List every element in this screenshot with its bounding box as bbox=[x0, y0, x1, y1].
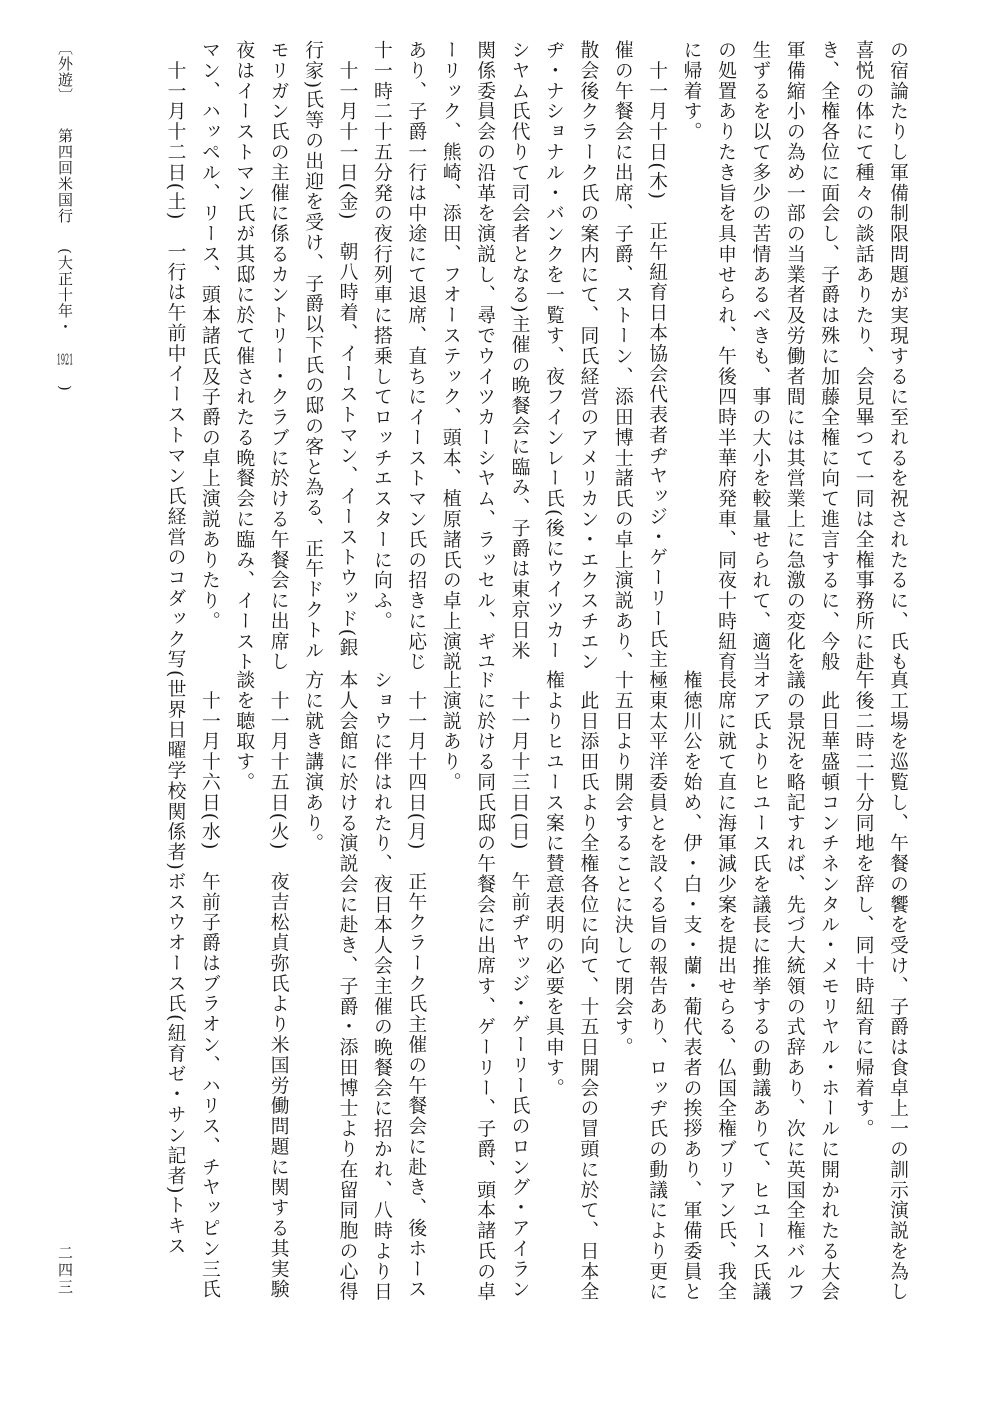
text-line: き、全権各位に面会し、子爵は殊に加藤全権に向て進言するに、今般 bbox=[818, 40, 840, 673]
page-number: 二四三 bbox=[56, 1245, 74, 1296]
text-line: 行家)氏等の出迎を受け、子爵以下氏の邸の客と為る、正午ドクトル bbox=[302, 40, 324, 661]
text-line: 長席に就て直に海軍減少案を提出せらる、仏国全権ブリアン氏、我全 bbox=[714, 670, 736, 1303]
text-line: あり、子爵一行は中途にて退席、直ちにイーストマン氏の招きに応じ bbox=[405, 40, 427, 673]
text-line: モリガン氏の主催に係るカントリー・クラブに於ける午餐会に出席し bbox=[267, 40, 289, 673]
text-line: 上演説あり。 bbox=[439, 670, 461, 793]
text-line: 十一月十三日(日) 午前ヂヤッジ・ゲーリー氏のロング・アイラン bbox=[508, 670, 530, 1300]
running-footer bbox=[55, 40, 76, 640]
text-line: 十一月十六日(水) 午前子爵はブラオン、ハリス、チヤッピン三氏 bbox=[198, 670, 220, 1300]
text-line: 此日添田氏より全権各位に向て、十五日開会の冒頭に於て、日本全 bbox=[577, 670, 599, 1303]
text-line: 此日華盛頓コンチネンタル・メモリヤル・ホールに開かれたる大会 bbox=[818, 670, 840, 1303]
text-line: 議の景況を略記すれば、先づ大統領の式辞あり、次に英国全権バルフ bbox=[783, 670, 805, 1303]
text-line: 権徳川公を始め、伊・白・支・蘭・葡代表者の挨拶あり、軍備委員と bbox=[680, 670, 702, 1303]
text-line: 十一月十一日(金) 朝八時着、イーストマン、イーストウッド(銀 bbox=[336, 40, 358, 659]
text-line: 十五日より開会することに決して閉会す。 bbox=[611, 670, 633, 1058]
text-line: ドに於ける同氏邸の午餐会に出席す、ゲーリー、子爵、頭本諸氏の卓 bbox=[474, 670, 496, 1303]
text-line: 夜はイーストマン氏が其邸に於て催されたる晩餐会に臨み、イースト bbox=[233, 40, 255, 673]
footer-chapter: 第四回米国行 bbox=[56, 127, 74, 224]
text-line: 本人会館に於ける演説会に赴き、子爵・添田博士より在留同胞の心得 bbox=[336, 670, 358, 1303]
text-line: 関係委員会の沿革を演説し、尋でウイツカーシヤム、ラッセル、ギユ bbox=[474, 40, 496, 673]
text-line: の処置ありたき旨を具申せられ、午後四時半華府発車、同夜十時紐育 bbox=[714, 40, 736, 673]
text-line: 極東太平洋委員とを設くる旨の報告あり、ロッヂ氏の動議により更に bbox=[646, 670, 668, 1303]
footer-year: (大正十年・1921) bbox=[56, 247, 74, 393]
text-line: に帰着す。 bbox=[680, 40, 702, 142]
text-line: 軍備縮小の為め一部の当業者及労働者間には其営業上に急激の変化を bbox=[783, 40, 805, 673]
text-line: 十一月十四日(月) 正午クラーク氏主催の午餐会に赴き、後ホース bbox=[405, 670, 427, 1300]
text-line: 催の午餐会に出席、子爵、ストーン、添田博士諸氏の卓上演説あり、 bbox=[611, 40, 633, 673]
text-line: 十一月十二日(土) 一行は午前中イーストマン氏経営のコダック写 bbox=[164, 40, 186, 670]
text-line: ーリック、熊崎、添田、フオーステック、頭本、植原諸氏の卓上演説 bbox=[439, 40, 461, 673]
text-line: オア氏よりヒユース氏を議長に推挙するの動議ありて、ヒユース氏議 bbox=[749, 670, 771, 1303]
text-line: 十一月十日(木) 正午紐育日本協会代表者ヂヤッジ・ゲーリー氏主 bbox=[646, 40, 668, 670]
text-line: 散会後クラーク氏の案内にて、同氏経営のアメリカン・エクスチエン bbox=[577, 40, 599, 673]
text-line: の宿論たりし軍備制限問題が実現するに至れるを祝されたるに、氏も bbox=[887, 40, 908, 673]
text-line: 十一時二十五分発の夜行列車に搭乗してロッチエスターに向ふ。 bbox=[370, 40, 392, 632]
text-line: 喜悦の体にて種々の談話ありたり、会見畢つて一同は全権事務所に赴 bbox=[852, 40, 874, 673]
text-line: 十一月十五日(火) 夜吉松貞弥氏より米国労働問題に関する其実験 bbox=[267, 670, 289, 1300]
text-line: 方に就き講演あり。 bbox=[302, 670, 324, 854]
text-line: 談を聴取す。 bbox=[233, 670, 255, 793]
text-line: 真工場を巡覧し、午餐の饗を受け、子爵は食卓上一の訓示演説を為し bbox=[887, 670, 908, 1303]
text-line: 午後二時二十分同地を辞し、同十時紐育に帰着す。 bbox=[852, 670, 874, 1139]
text-line: マン、ハッペル、リース、頭本諸氏及子爵の卓上演説ありたり。 bbox=[198, 40, 220, 632]
text-line: 権よりヒユース案に賛意表明の必要を具申す。 bbox=[542, 670, 564, 1099]
text-line: ショウに伴はれたり、夜日本人会主催の晩餐会に招かれ、八時より日 bbox=[370, 670, 392, 1303]
text-line: 生ずるを以て多少の苦情あるべきも、事の大小を較量せられて、適当 bbox=[749, 40, 771, 673]
text-line: シヤム氏代りて司会者となる)主催の晩餐会に臨み、子爵は東京日米 bbox=[508, 40, 530, 661]
text-line: ヂ・ナショナル・バンクを一覧す、夜フインレー氏(後にウイツカー bbox=[542, 40, 564, 661]
upper-text-block bbox=[157, 40, 914, 673]
footer-section: 〔外遊〕 bbox=[56, 40, 74, 104]
lower-text-block bbox=[157, 670, 914, 1320]
text-line: (世界日曜学校関係者)ボスウオース氏(紐育ゼ・サン記者)トキス bbox=[164, 670, 186, 1257]
